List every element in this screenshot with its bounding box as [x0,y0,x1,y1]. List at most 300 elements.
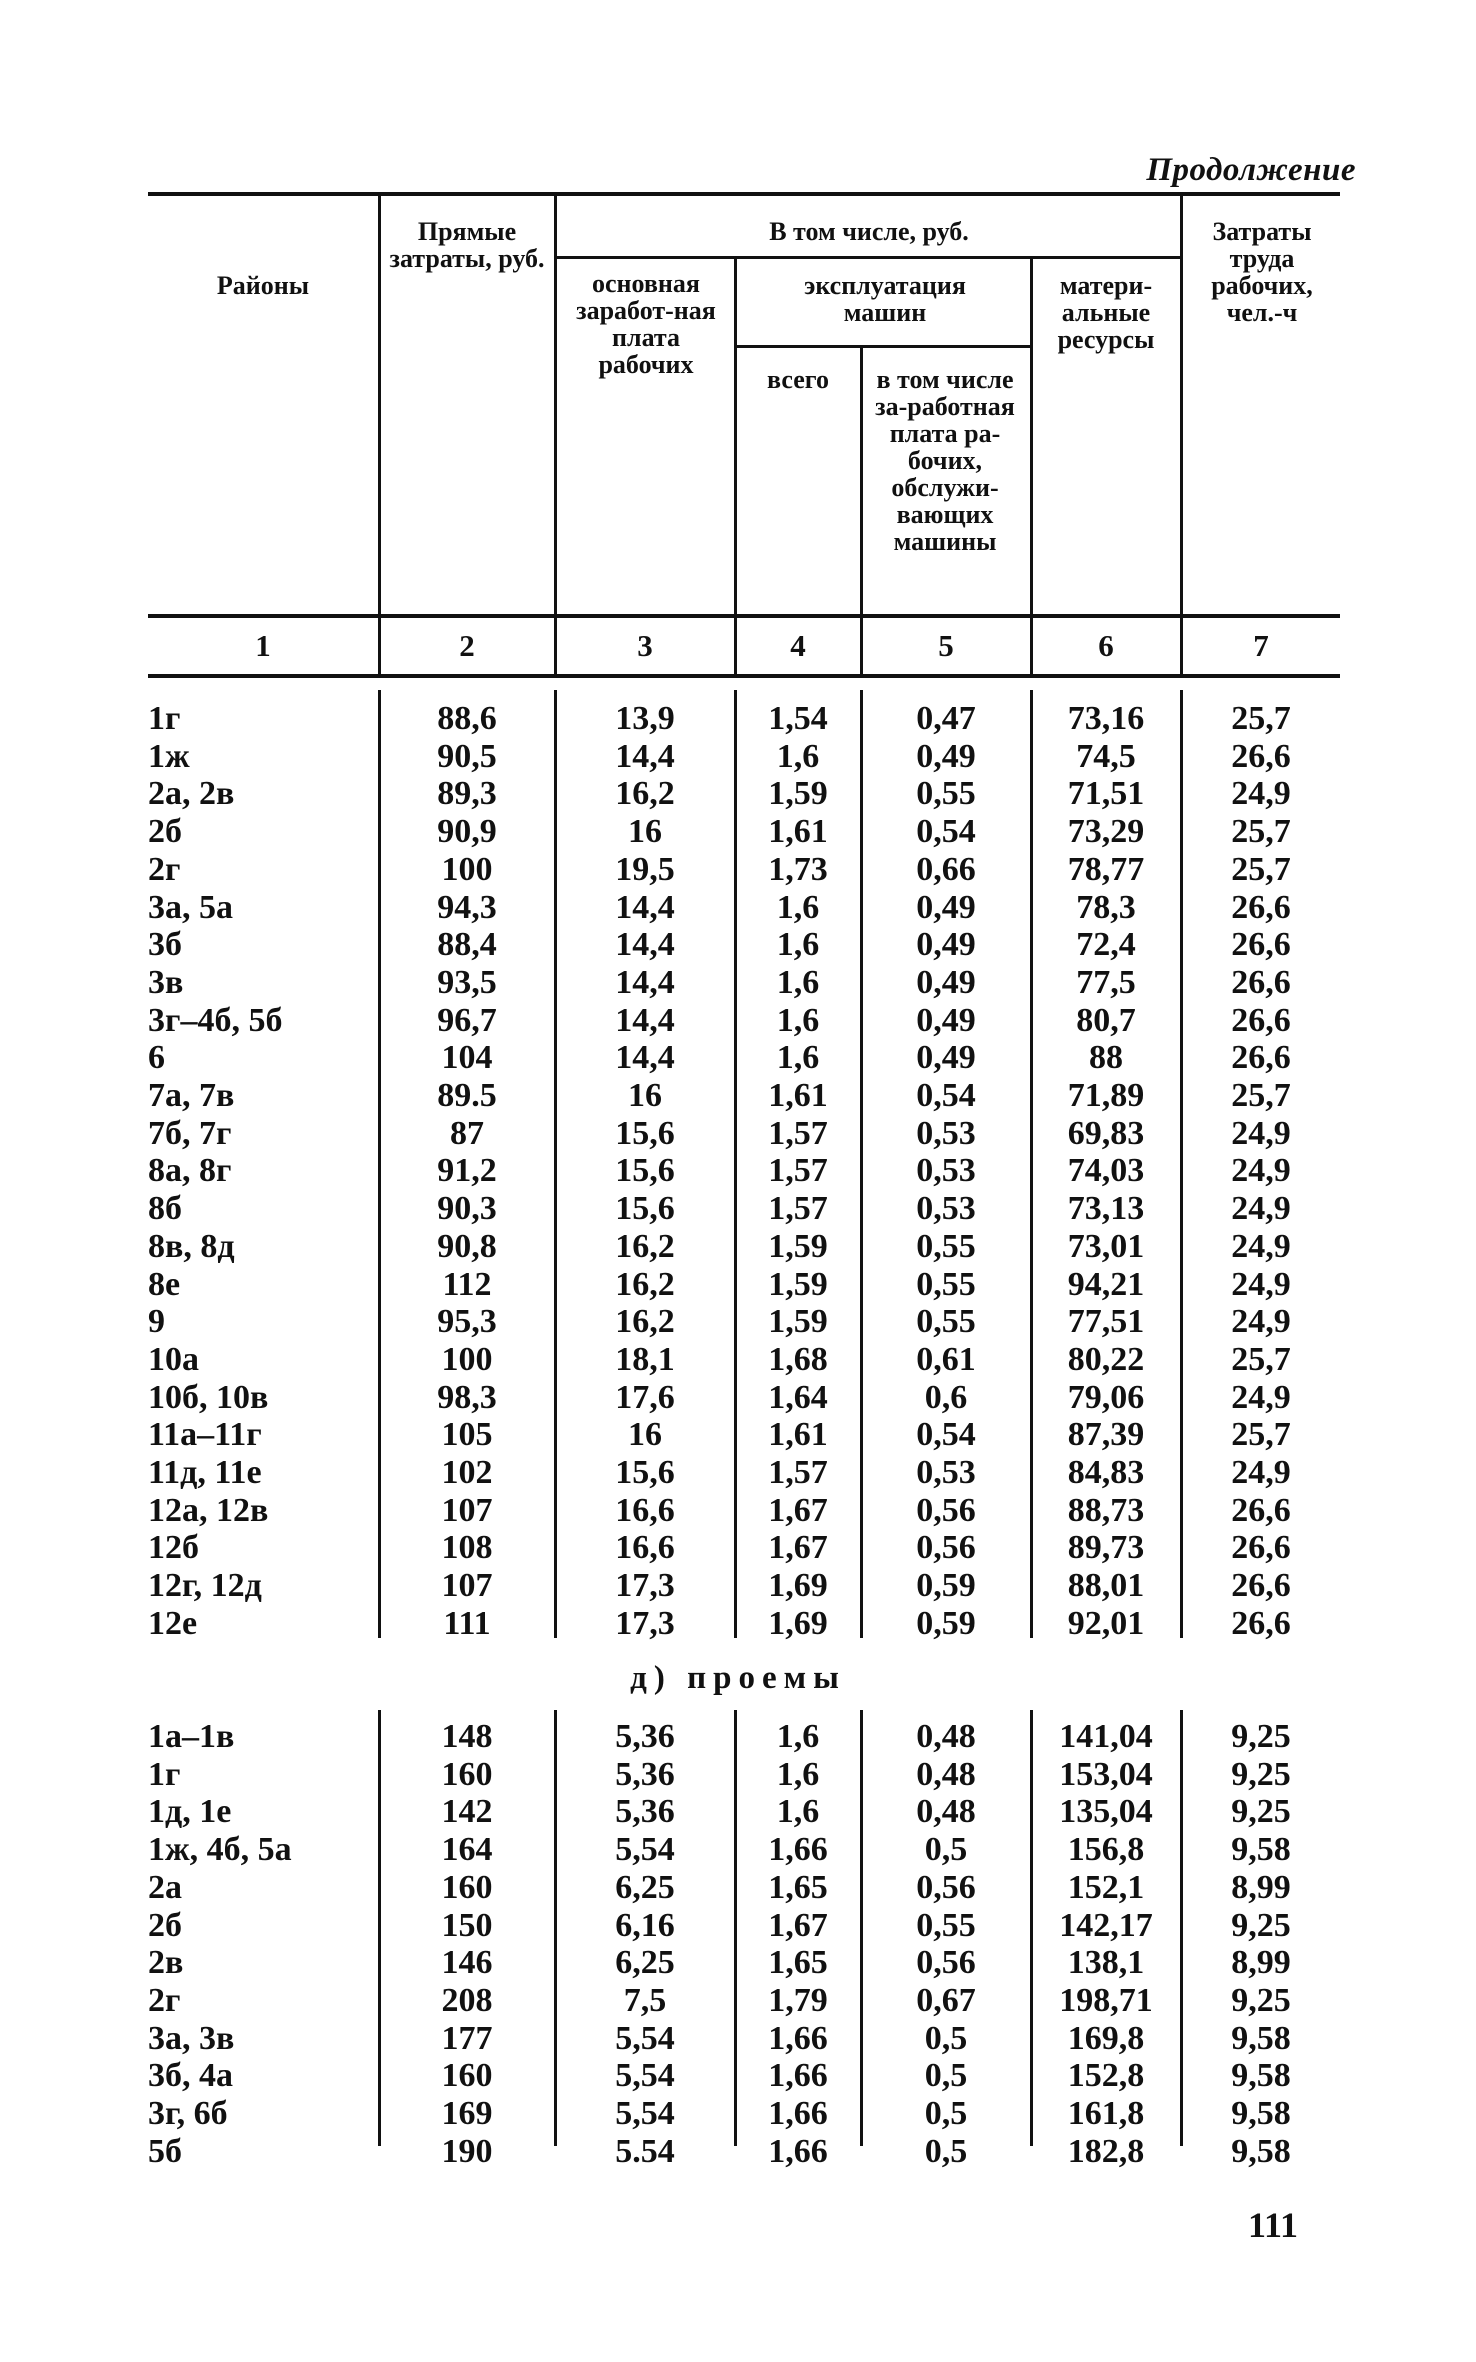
cell-materials: 89,73 [1067,1529,1145,1567]
cell-direct-costs: 88,4 [437,926,497,964]
cell-region: 8е [148,1265,181,1303]
cell-machine-total: 1,65 [768,1868,828,1906]
cell-base-wages: 17,3 [615,1604,675,1642]
cell-region: 6 [148,1039,165,1077]
cell-machine-total: 1,67 [768,1491,828,1529]
table-row [0,1341,1476,1379]
cell-materials: 72,4 [1076,926,1136,964]
header-vline-5 [1030,256,1033,678]
cell-labor: 24,9 [1231,1114,1291,1152]
cell-direct-costs: 90,5 [437,737,497,775]
table-row [0,1454,1476,1492]
cell-machine-total: 1,66 [768,2095,828,2132]
machines-underline [736,345,1030,348]
cell-base-wages: 19,5 [615,850,675,888]
cell-machine-wages: 0,48 [916,1718,976,1755]
cell-machine-wages: 0,48 [916,1755,976,1793]
cell-materials: 138,1 [1067,1944,1145,1982]
table-row [0,1982,1476,2020]
cell-region: 3б [148,926,182,964]
cell-region: 3б, 4а [148,2057,233,2095]
cell-labor: 8,99 [1231,1868,1291,1906]
header-bottom-rule [148,614,1340,618]
header-labor: Затраты труда рабочих, чел.-ч [1211,217,1313,327]
cell-labor: 24,9 [1231,775,1291,813]
cell-region: 5б [148,2132,182,2170]
table-row [0,1039,1476,1077]
table-row [0,1907,1476,1945]
column-number-3: 3 [637,628,653,663]
cell-materials: 73,16 [1067,700,1145,737]
cell-machine-wages: 0,53 [916,1454,976,1491]
cell-region: 1г [148,1755,181,1793]
cell-machine-total: 1,66 [768,2132,828,2170]
cell-direct-costs: 100 [441,850,493,888]
cell-machine-total: 1,57 [768,1454,828,1491]
cell-base-wages: 5,36 [615,1755,675,1793]
table-row [0,1492,1476,1530]
cell-materials: 142,17 [1059,1906,1153,1944]
cell-labor: 24,9 [1231,1265,1291,1303]
cell-materials: 141,04 [1059,1718,1153,1755]
cell-direct-costs: 148 [441,1718,493,1755]
cell-labor: 9,58 [1231,2132,1291,2170]
cell-labor: 26,6 [1231,737,1291,775]
cell-labor: 24,9 [1231,1378,1291,1416]
cell-region: 7а, 7в [148,1077,235,1114]
cell-base-wages: 14,4 [615,1039,675,1077]
cell-machine-total: 1,67 [768,1529,828,1567]
cell-base-wages: 5,36 [615,1793,675,1831]
cell-direct-costs: 164 [441,1831,493,1869]
cell-machine-wages: 0,59 [916,1604,976,1642]
cell-machine-wages: 0,5 [924,2132,968,2170]
cell-region: 2г [148,850,181,888]
table-row [0,2057,1476,2095]
cell-machine-wages: 0,56 [916,1529,976,1567]
column-number-4: 4 [790,628,806,663]
cell-direct-costs: 88,6 [437,700,497,737]
header-vline-1 [378,194,381,678]
cell-direct-costs: 91,2 [437,1152,497,1190]
cell-base-wages: 16,2 [615,775,675,813]
cell-machine-total: 1,69 [768,1567,828,1605]
header-vline-2 [554,194,557,678]
cell-region: 8а, 8г [148,1152,232,1190]
cell-direct-costs: 107 [441,1567,493,1605]
cell-materials: 94,21 [1067,1265,1145,1303]
cell-machine-total: 1,68 [768,1340,828,1378]
cell-direct-costs: 108 [441,1529,493,1567]
column-numbers-rule [148,674,1340,678]
cell-base-wages: 16 [628,813,662,851]
cell-machine-total: 1,6 [776,1793,820,1831]
cell-materials: 69,83 [1067,1114,1145,1152]
cell-direct-costs: 190 [441,2132,493,2170]
cell-base-wages: 5.54 [615,2132,675,2170]
cell-materials: 77,51 [1067,1303,1145,1341]
cell-materials: 152,8 [1067,2057,1145,2095]
cell-machine-wages: 0,54 [916,1416,976,1454]
table-row [0,1303,1476,1341]
table-row [0,1605,1476,1643]
cell-machine-wages: 0,66 [916,850,976,888]
table-row [0,2133,1476,2171]
cell-direct-costs: 150 [441,1906,493,1944]
cell-base-wages: 15,6 [615,1454,675,1491]
cell-machine-total: 1,57 [768,1152,828,1190]
cell-machine-wages: 0,5 [924,2057,968,2095]
cell-region: 1д, 1е [148,1793,232,1831]
cell-machine-wages: 0,55 [916,1227,976,1265]
column-number-5: 5 [938,628,954,663]
cell-base-wages: 13,9 [615,700,675,737]
cell-direct-costs: 169 [441,2095,493,2132]
cell-direct-costs: 177 [441,2019,493,2057]
cell-region: 1ж, 4б, 5а [148,1831,292,1869]
table-row [0,1002,1476,1040]
cell-direct-costs: 160 [441,1755,493,1793]
cell-materials: 73,13 [1067,1190,1145,1228]
cell-machine-wages: 0,56 [916,1944,976,1982]
table-row [0,1077,1476,1115]
cell-labor: 26,6 [1231,1529,1291,1567]
cell-machine-total: 1,59 [768,775,828,813]
cell-region: 8в, 8д [148,1227,235,1265]
header-regions: Районы [216,271,310,300]
cell-region: 12е [148,1604,198,1642]
cell-region: 3г–4б, 5б [148,1001,283,1039]
cell-base-wages: 15,6 [615,1190,675,1228]
cell-region: 8б [148,1190,182,1228]
cell-direct-costs: 102 [441,1454,493,1491]
cell-machine-wages: 0,55 [916,1265,976,1303]
cell-machine-wages: 0,49 [916,888,976,926]
cell-machine-wages: 0,53 [916,1190,976,1228]
cell-region: 1ж [148,737,190,775]
table-row [0,700,1476,738]
table-row [0,889,1476,927]
cell-labor: 9,58 [1231,2019,1291,2057]
header-including: В том числе, руб. [769,217,969,246]
cell-region: 1г [148,700,181,737]
column-number-1: 1 [255,628,271,663]
cell-region: 3в [148,963,184,1001]
cell-materials: 198,71 [1059,1981,1153,2019]
cell-region: 10а [148,1340,199,1378]
cell-base-wages: 14,4 [615,926,675,964]
header-materials: матери-альные ресурсы [1057,271,1155,354]
cell-direct-costs: 111 [443,1604,491,1642]
cell-materials: 71,89 [1067,1077,1145,1114]
page-number: 111 [1248,2205,1299,2245]
cell-materials: 92,01 [1067,1604,1145,1642]
cell-materials: 169,8 [1067,2019,1145,2057]
cell-labor: 26,6 [1231,963,1291,1001]
cell-region: 3а, 5а [148,888,233,926]
cell-labor: 9,25 [1231,1793,1291,1831]
cell-base-wages: 5,54 [615,2057,675,2095]
cell-base-wages: 18,1 [615,1340,675,1378]
table-row [0,1152,1476,1190]
cell-labor: 25,7 [1231,1416,1291,1454]
cell-direct-costs: 100 [441,1340,493,1378]
cell-labor: 26,6 [1231,1491,1291,1529]
top-rule [148,192,1340,196]
cell-machine-total: 1,66 [768,2019,828,2057]
cell-labor: 25,7 [1231,1077,1291,1114]
cell-region: 11а–11г [148,1416,262,1454]
cell-direct-costs: 96,7 [437,1001,497,1039]
cell-machine-wages: 0,59 [916,1567,976,1605]
cell-machine-wages: 0,61 [916,1340,976,1378]
cell-machine-wages: 0,56 [916,1868,976,1906]
cell-machine-wages: 0,54 [916,813,976,851]
cell-direct-costs: 142 [441,1793,493,1831]
cell-materials: 88,73 [1067,1491,1145,1529]
cell-labor: 9,58 [1231,2057,1291,2095]
table-row [0,851,1476,889]
cell-machine-total: 1,6 [776,1001,820,1039]
cell-base-wages: 16,2 [615,1303,675,1341]
header-machine-wages: в том числе за-работная плата ра-бочих, обслужи-вающих машины [875,365,1015,556]
including-underline [556,256,1180,259]
cell-materials: 88,01 [1067,1567,1145,1605]
cell-materials: 74,03 [1067,1152,1145,1190]
cell-machine-wages: 0,5 [924,2095,968,2132]
cell-base-wages: 16 [628,1416,662,1454]
table-row [0,1190,1476,1228]
cell-base-wages: 16,6 [615,1491,675,1529]
cell-labor: 9,25 [1231,1755,1291,1793]
cell-labor: 25,7 [1231,850,1291,888]
cell-machine-total: 1,6 [776,926,820,964]
cell-base-wages: 16,6 [615,1529,675,1567]
cell-region: 9 [148,1303,165,1341]
cell-region: 12б [148,1529,199,1567]
cell-machine-total: 1,6 [776,737,820,775]
cell-machine-total: 1,57 [768,1114,828,1152]
cell-machine-total: 1,59 [768,1227,828,1265]
cell-machine-wages: 0,49 [916,737,976,775]
cell-direct-costs: 104 [441,1039,493,1077]
cell-direct-costs: 93,5 [437,963,497,1001]
cell-labor: 25,7 [1231,700,1291,737]
cell-region: 3а, 3в [148,2019,235,2057]
cell-direct-costs: 94,3 [437,888,497,926]
cell-machine-wages: 0,49 [916,963,976,1001]
cell-machine-wages: 0,5 [924,2019,968,2057]
cell-materials: 79,06 [1067,1378,1145,1416]
cell-base-wages: 16,2 [615,1265,675,1303]
column-number-2: 2 [459,628,475,663]
cell-labor: 25,7 [1231,1340,1291,1378]
cell-region: 1а–1в [148,1718,235,1755]
cell-region: 2а, 2в [148,775,235,813]
table-row [0,926,1476,964]
cell-materials: 135,04 [1059,1793,1153,1831]
table-row [0,2020,1476,2058]
cell-direct-costs: 160 [441,1868,493,1906]
cell-materials: 87,39 [1067,1416,1145,1454]
cell-region: 2б [148,813,182,851]
cell-materials: 182,8 [1067,2132,1145,2170]
cell-labor: 24,9 [1231,1227,1291,1265]
cell-region: 2б [148,1906,182,1944]
table-row [0,1379,1476,1417]
table-row [0,1567,1476,1605]
cell-machine-wages: 0,53 [916,1114,976,1152]
cell-machine-total: 1,59 [768,1265,828,1303]
cell-direct-costs: 105 [441,1416,493,1454]
cell-machine-wages: 0,5 [924,1831,968,1869]
cell-labor: 25,7 [1231,813,1291,851]
cell-materials: 153,04 [1059,1755,1153,1793]
cell-machine-total: 1,65 [768,1944,828,1982]
cell-base-wages: 14,4 [615,737,675,775]
cell-machine-total: 1,6 [776,888,820,926]
cell-materials: 156,8 [1067,1831,1145,1869]
table-row [0,1869,1476,1907]
cell-materials: 78,77 [1067,850,1145,888]
cell-machine-wages: 0,55 [916,775,976,813]
cell-region: 12г, 12д [148,1567,262,1605]
table-row [0,1831,1476,1869]
cell-region: 11д, 11е [148,1454,262,1491]
cell-machine-total: 1,64 [768,1378,828,1416]
cell-materials: 73,01 [1067,1227,1145,1265]
cell-base-wages: 6,16 [615,1906,675,1944]
cell-machine-total: 1,59 [768,1303,828,1341]
table-row [0,775,1476,813]
cell-materials: 80,22 [1067,1340,1145,1378]
cell-labor: 24,9 [1231,1152,1291,1190]
cell-labor: 24,9 [1231,1454,1291,1491]
cell-labor: 26,6 [1231,888,1291,926]
cell-direct-costs: 98,3 [437,1378,497,1416]
table-row [0,1793,1476,1831]
cell-machine-wages: 0,47 [916,700,976,737]
table-row [0,738,1476,776]
cell-labor: 9,58 [1231,1831,1291,1869]
cell-machine-wages: 0,53 [916,1152,976,1190]
cell-machine-wages: 0,55 [916,1906,976,1944]
cell-materials: 74,5 [1076,737,1136,775]
cell-machine-wages: 0,55 [916,1303,976,1341]
cell-base-wages: 14,4 [615,888,675,926]
cell-base-wages: 16 [628,1077,662,1114]
cell-machine-total: 1,6 [776,1039,820,1077]
section-title: д) проемы [630,1660,846,1696]
cell-direct-costs: 89.5 [437,1077,497,1114]
table-row [0,1228,1476,1266]
cell-direct-costs: 89,3 [437,775,497,813]
column-number-6: 6 [1098,628,1114,663]
cell-direct-costs: 90,9 [437,813,497,851]
cell-base-wages: 7,5 [623,1981,667,2019]
cell-machine-wages: 0,49 [916,1039,976,1077]
header-base-wages: основная заработ-ная плата рабочих [576,269,716,379]
cell-base-wages: 16,2 [615,1227,675,1265]
cell-region: 2г [148,1981,181,2019]
cell-machine-total: 1,73 [768,850,828,888]
cell-machine-total: 1,69 [768,1604,828,1642]
table-row [0,1718,1476,1756]
cell-materials: 80,7 [1076,1001,1136,1039]
cell-machine-total: 1,66 [768,1831,828,1869]
cell-base-wages: 6,25 [615,1944,675,1982]
cell-base-wages: 5,54 [615,1831,675,1869]
cell-labor: 8,99 [1231,1944,1291,1982]
cell-region: 10б, 10в [148,1378,269,1416]
header-machine-operation: эксплуатация машин [804,271,966,327]
cell-materials: 77,5 [1076,963,1136,1001]
cell-labor: 26,6 [1231,1039,1291,1077]
cell-machine-total: 1,57 [768,1190,828,1228]
cell-base-wages: 15,6 [615,1114,675,1152]
table-row [0,2095,1476,2133]
cell-machine-total: 1,6 [776,1755,820,1793]
table-row [0,1115,1476,1153]
table-row [0,1266,1476,1304]
cell-labor: 26,6 [1231,1567,1291,1605]
cell-machine-total: 1,61 [768,1077,828,1114]
cell-base-wages: 14,4 [615,963,675,1001]
cell-machine-wages: 0,49 [916,1001,976,1039]
cell-direct-costs: 95,3 [437,1303,497,1341]
cell-base-wages: 5,54 [615,2095,675,2132]
cell-machine-total: 1,6 [776,963,820,1001]
cell-region: 12а, 12в [148,1491,269,1529]
cell-materials: 71,51 [1067,775,1145,813]
cell-base-wages: 5,36 [615,1718,675,1755]
cell-machine-total: 1,67 [768,1906,828,1944]
table-row [0,964,1476,1002]
header-vline-3 [734,256,737,678]
cell-direct-costs: 160 [441,2057,493,2095]
cell-direct-costs: 90,8 [437,1227,497,1265]
column-number-7: 7 [1253,628,1269,663]
cell-labor: 9,58 [1231,2095,1291,2132]
cell-direct-costs: 208 [441,1981,493,2019]
cell-materials: 88 [1089,1039,1123,1077]
cell-region: 3г, 6б [148,2095,228,2132]
cell-machine-total: 1,6 [776,1718,820,1755]
cell-labor: 26,6 [1231,926,1291,964]
cell-machine-total: 1,61 [768,1416,828,1454]
cell-labor: 9,25 [1231,1718,1291,1755]
cell-materials: 84,83 [1067,1454,1145,1491]
cell-base-wages: 17,6 [615,1378,675,1416]
cell-machine-wages: 0,49 [916,926,976,964]
header-total: всего [767,365,829,394]
cell-materials: 73,29 [1067,813,1145,851]
cell-machine-wages: 0,54 [916,1077,976,1114]
cell-base-wages: 15,6 [615,1152,675,1190]
cell-labor: 9,25 [1231,1981,1291,2019]
cell-direct-costs: 107 [441,1491,493,1529]
cell-direct-costs: 90,3 [437,1190,497,1228]
table-row [0,1416,1476,1454]
cell-region: 2в [148,1944,184,1982]
cell-machine-total: 1,54 [768,700,828,737]
cell-machine-total: 1,66 [768,2057,828,2095]
cell-machine-wages: 0,67 [916,1981,976,2019]
header-vline-6 [1180,194,1183,678]
cell-labor: 9,25 [1231,1906,1291,1944]
cell-base-wages: 14,4 [615,1001,675,1039]
cell-machine-total: 1,79 [768,1981,828,2019]
